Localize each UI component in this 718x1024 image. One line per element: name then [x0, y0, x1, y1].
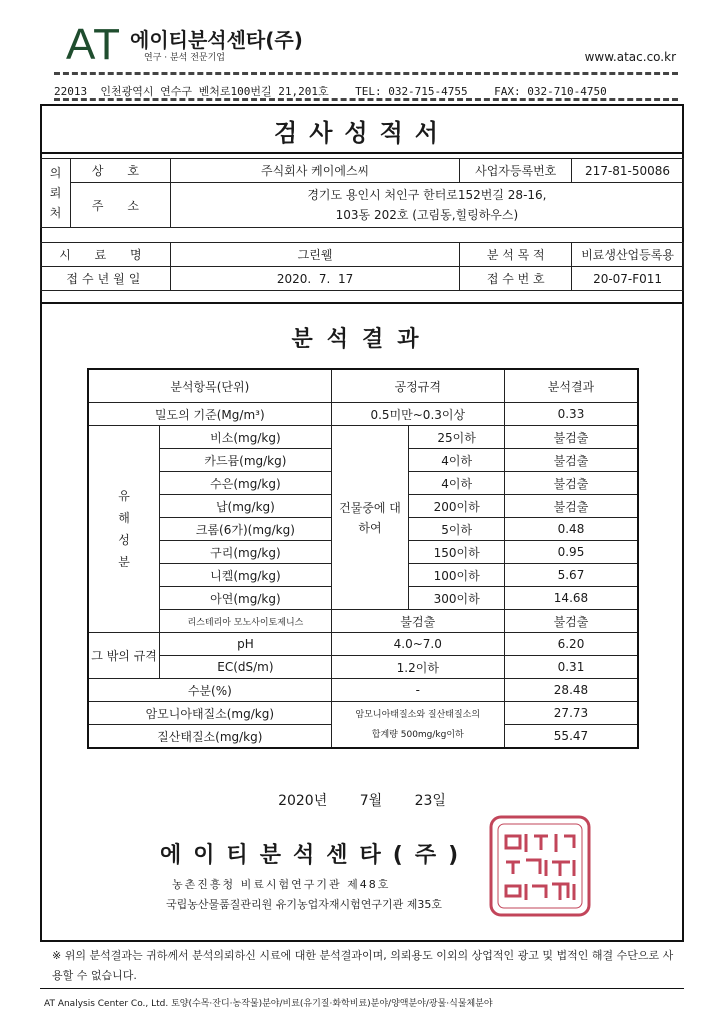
- receipt-no: 20-07-F011: [572, 267, 684, 291]
- moisture-spec: -: [331, 679, 504, 702]
- ammonia-item: 암모니아태질소(mg/kg): [88, 702, 331, 725]
- harmful-result: 불검출: [504, 610, 638, 633]
- company-website: www.atac.co.kr: [584, 50, 676, 64]
- harmful-spec-value: 불검출: [331, 610, 504, 633]
- sample-divider: [40, 302, 684, 304]
- issue-date: [40, 790, 684, 810]
- harmful-spec-value: 150이하: [409, 541, 505, 564]
- client-address-line1: 경기도 용인시 처인구 한터로152번길 28-16,: [307, 188, 547, 202]
- harmful-item: 니켈(mg/kg): [160, 564, 331, 587]
- seal-characters: [506, 834, 574, 900]
- issue-day: 23일: [414, 793, 446, 809]
- receipt-date: 2020. 7. 17: [170, 267, 460, 291]
- client-table: [40, 158, 684, 228]
- table-row: [88, 656, 638, 679]
- client-name-label: 상 호: [70, 159, 170, 183]
- header-divider: [54, 72, 678, 75]
- harmful-result: 0.48: [504, 518, 638, 541]
- table-row: [88, 633, 638, 656]
- issue-month: 7월: [359, 793, 383, 809]
- harmful-result: 14.68: [504, 587, 638, 610]
- receipt-no-label: 접 수 번 호: [460, 267, 572, 291]
- table-row: [88, 702, 638, 725]
- harmful-spec-value: 5이하: [409, 518, 505, 541]
- moisture-item: 수분(%): [88, 679, 331, 702]
- client-reg-label: 사업자등록번호: [460, 159, 572, 183]
- harmful-item: 리스테리아 모노사이토제니스: [160, 610, 331, 633]
- ph-result: 6.20: [504, 633, 638, 656]
- density-result: 0.33: [504, 403, 638, 426]
- harmful-result: 5.67: [504, 564, 638, 587]
- document-title: 검사성적서: [274, 119, 450, 147]
- issuer-registration-2: 국립농산물품질관리원 유기농업자재시험연구기관 제35호: [166, 898, 443, 911]
- client-address-line2: 103동 202호 (고림동,힐링하우스): [335, 208, 519, 222]
- nitrogen-spec-line2: 합계량 500mg/kg이하: [371, 729, 464, 740]
- harmful-result: 0.95: [504, 541, 638, 564]
- harmful-spec: 건물중에 대하여: [331, 426, 409, 610]
- nitrate-result: 55.47: [504, 725, 638, 749]
- client-address: [170, 183, 683, 228]
- harmful-spec-value: 200이하: [409, 495, 505, 518]
- issuer-name: 에이티분석센타(주): [160, 843, 471, 868]
- harmful-spec-value: 25이하: [409, 426, 505, 449]
- ec-item: EC(dS/m): [160, 656, 331, 679]
- footer-divider: [40, 988, 684, 989]
- company-logo: AT: [66, 20, 121, 69]
- results-header-row: [88, 369, 638, 403]
- issuer-registration-1: 농촌진흥청 비료시험연구기관 제48호: [172, 878, 391, 891]
- company-name: 에이티분석센타(주): [130, 28, 303, 52]
- harmful-item: 납(mg/kg): [160, 495, 331, 518]
- harmful-result: 불검출: [504, 426, 638, 449]
- client-name: 주식회사 케이에스씨: [170, 159, 459, 183]
- nitrate-item: 질산태질소(mg/kg): [88, 725, 331, 749]
- table-row: [88, 403, 638, 426]
- ec-result: 0.31: [504, 656, 638, 679]
- harmful-spec-value: 100이하: [409, 564, 505, 587]
- sample-table: [40, 242, 684, 291]
- harmful-label: 유해성분: [88, 426, 160, 633]
- harmful-item: 구리(mg/kg): [160, 541, 331, 564]
- company-tagline: 연구 · 분석 전문기업: [144, 53, 225, 63]
- purpose-value: 비료생산업등록용: [572, 243, 684, 267]
- harmful-item: 크롬(6가)(mg/kg): [160, 518, 331, 541]
- harmful-item: 수은(mg/kg): [160, 472, 331, 495]
- sample-name-label: 시 료 명: [41, 243, 171, 267]
- title-divider: [40, 152, 684, 154]
- sample-name: 그린웰: [170, 243, 460, 267]
- harmful-spec-value: 4이하: [409, 449, 505, 472]
- notice-text: ※ 위의 분석결과는 귀하께서 분석의뢰하신 시료에 대한 분석결과이며, 의뢰용도 이외의 상업적인 광고 및 법적인 해결 수단으로 사용할 수 없습니다.: [52, 949, 674, 982]
- nitrogen-spec-line1: 암모니아태질소와 질산태질소의: [355, 709, 481, 720]
- company-address: 22013 인천광역시 연수구 벤처로100번길 21,201호 TEL: 032-715-4755 FAX: 032-710-4750: [54, 85, 607, 98]
- table-row: [88, 610, 638, 633]
- harmful-spec-value: 300이하: [409, 587, 505, 610]
- notice-divider: [40, 940, 684, 942]
- purpose-label: 분 석 목 적: [460, 243, 572, 267]
- col-item-header: 분석항목(단위): [88, 369, 331, 403]
- harmful-spec-value: 4이하: [409, 472, 505, 495]
- ph-spec: 4.0~7.0: [331, 633, 504, 656]
- ph-item: pH: [160, 633, 331, 656]
- company-seal: [488, 814, 592, 918]
- table-row: [88, 426, 638, 449]
- ammonia-result: 27.73: [504, 702, 638, 725]
- receipt-date-label: 접수년월일: [41, 267, 171, 291]
- moisture-result: 28.48: [504, 679, 638, 702]
- address-divider: [54, 98, 678, 101]
- col-spec-header: 공정규격: [331, 369, 504, 403]
- harmful-item: 카드뮴(mg/kg): [160, 449, 331, 472]
- table-row: [88, 679, 638, 702]
- nitrogen-spec: [331, 702, 504, 749]
- harmful-result: 불검출: [504, 449, 638, 472]
- ec-spec: 1.2이하: [331, 656, 504, 679]
- harmful-result: 불검출: [504, 495, 638, 518]
- density-spec: 0.5미만~0.3이상: [331, 403, 504, 426]
- results-table: [87, 368, 639, 749]
- client-label: 의뢰처: [41, 159, 71, 228]
- other-label: 그 밖의 규격: [88, 633, 160, 679]
- results-title: 분석결과: [291, 327, 433, 352]
- client-reg-no: 217-81-50086: [572, 159, 684, 183]
- footer-text: AT Analysis Center Co., Ltd. 토양(수목·잔디·농작물)분야/비료(유기질·화학비료)분야/양액분야/광물·식물체분야: [44, 999, 493, 1009]
- density-item: 밀도의 기준(Mg/m³): [88, 403, 331, 426]
- harmful-result: 불검출: [504, 472, 638, 495]
- harmful-item: 비소(mg/kg): [160, 426, 331, 449]
- harmful-item: 아연(mg/kg): [160, 587, 331, 610]
- col-result-header: 분석결과: [504, 369, 638, 403]
- issue-year: 2020년: [278, 793, 328, 809]
- client-address-label: 주 소: [70, 183, 170, 228]
